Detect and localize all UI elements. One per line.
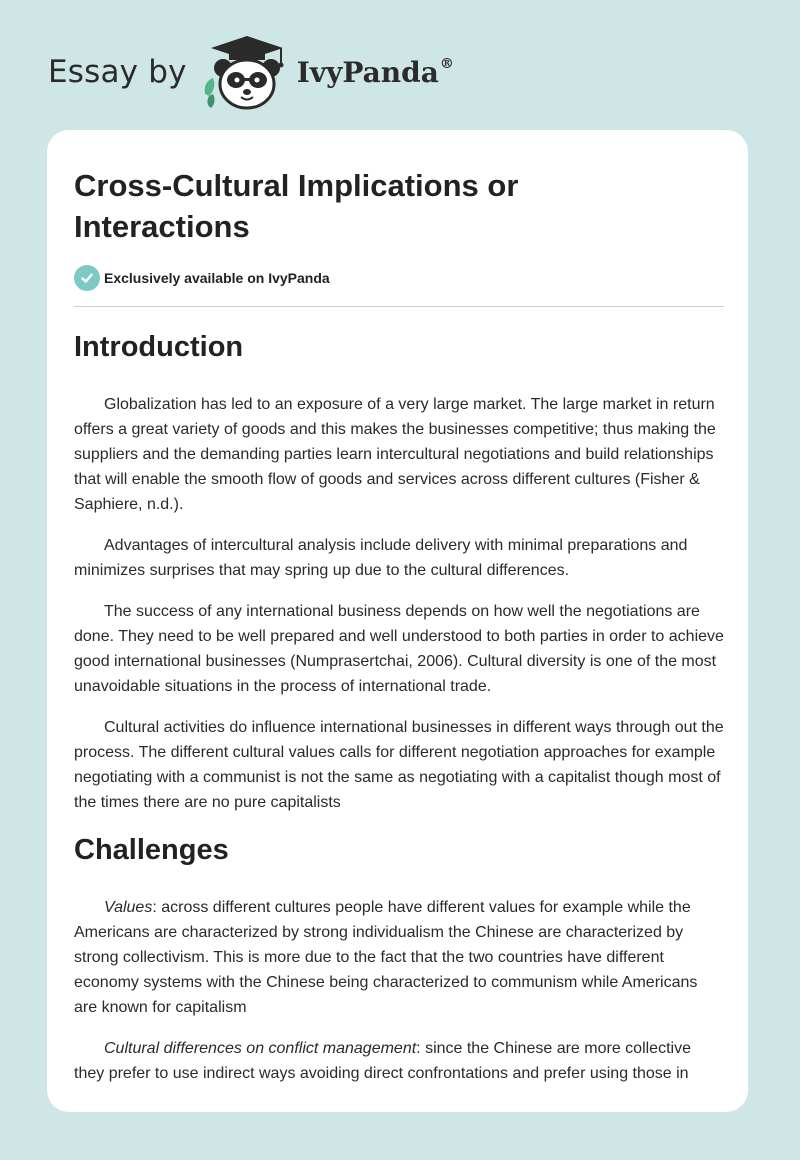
exclusive-label: Exclusively available on IvyPanda xyxy=(104,270,330,286)
paragraph-text: : since the Chinese are more collective they prefer to use indirect ways avoiding direct confrontations and prefer using those in xyxy=(74,1040,691,1082)
paragraph: Cultural activities do influence international businesses in different ways through out the process. The different cultural values calls for different negotiation approaches for example negotiating with a communist is not the same as negotiating with a capitalist though most of the times there are no pure capitalists xyxy=(74,719,724,811)
paragraph xyxy=(74,1036,724,1086)
paragraph xyxy=(74,895,724,1020)
title-line-1: Cross-Cultural Implications or xyxy=(74,168,519,203)
check-icon xyxy=(74,265,100,291)
title-divider xyxy=(74,306,724,307)
section-heading: Challenges xyxy=(74,834,229,866)
exclusive-badge xyxy=(74,265,724,291)
essay-by-label: Essay by xyxy=(48,54,187,90)
paragraph-lead: Values xyxy=(104,899,153,916)
section-heading: Introduction xyxy=(74,331,244,363)
title-line-2: Interactions xyxy=(74,209,250,244)
paragraph: The success of any international business depends on how well the negotiations are done. They need to be well prepared and well understood to both parties in order to achieve good international businesses (Numprasertchai, 2006). Cultural diversity is one of the most unavoidable situations in the process of international trade. xyxy=(74,603,724,695)
paragraph: Globalization has led to an exposure of a very large market. The large market in return offers a great variety of goods and this makes the businesses competitive; thus making the suppliers and the demanding parties learn intercultural negotiations and build relationships that will enable the smooth flow of goods and services across different cultures (Fisher & Saphiere, n.d.). xyxy=(74,396,716,513)
site-header xyxy=(48,34,454,110)
paragraph: Advantages of intercultural analysis include delivery with minimal preparations and minimizes surprises that may spring up due to the cultural differences. xyxy=(74,537,688,579)
paragraph-lead: Cultural differences on conflict management xyxy=(104,1040,417,1057)
paragraph-text: : across different cultures people have different values for example while the Americans are characterized by strong individualism the Chinese are characterized by strong collectivism. This is more due to the fact that the two countries have different economy systems with the Chinese being characterized to communism while Americans are known for capitalism xyxy=(74,899,698,1016)
essay-title xyxy=(74,165,724,247)
brand-name[interactable]: IvyPanda® xyxy=(296,55,454,89)
section-challenges xyxy=(74,832,724,1086)
section-introduction xyxy=(74,329,724,815)
trademark-symbol: ® xyxy=(439,55,454,72)
panda-graduate-icon[interactable] xyxy=(201,34,293,110)
essay-card xyxy=(47,130,748,1112)
